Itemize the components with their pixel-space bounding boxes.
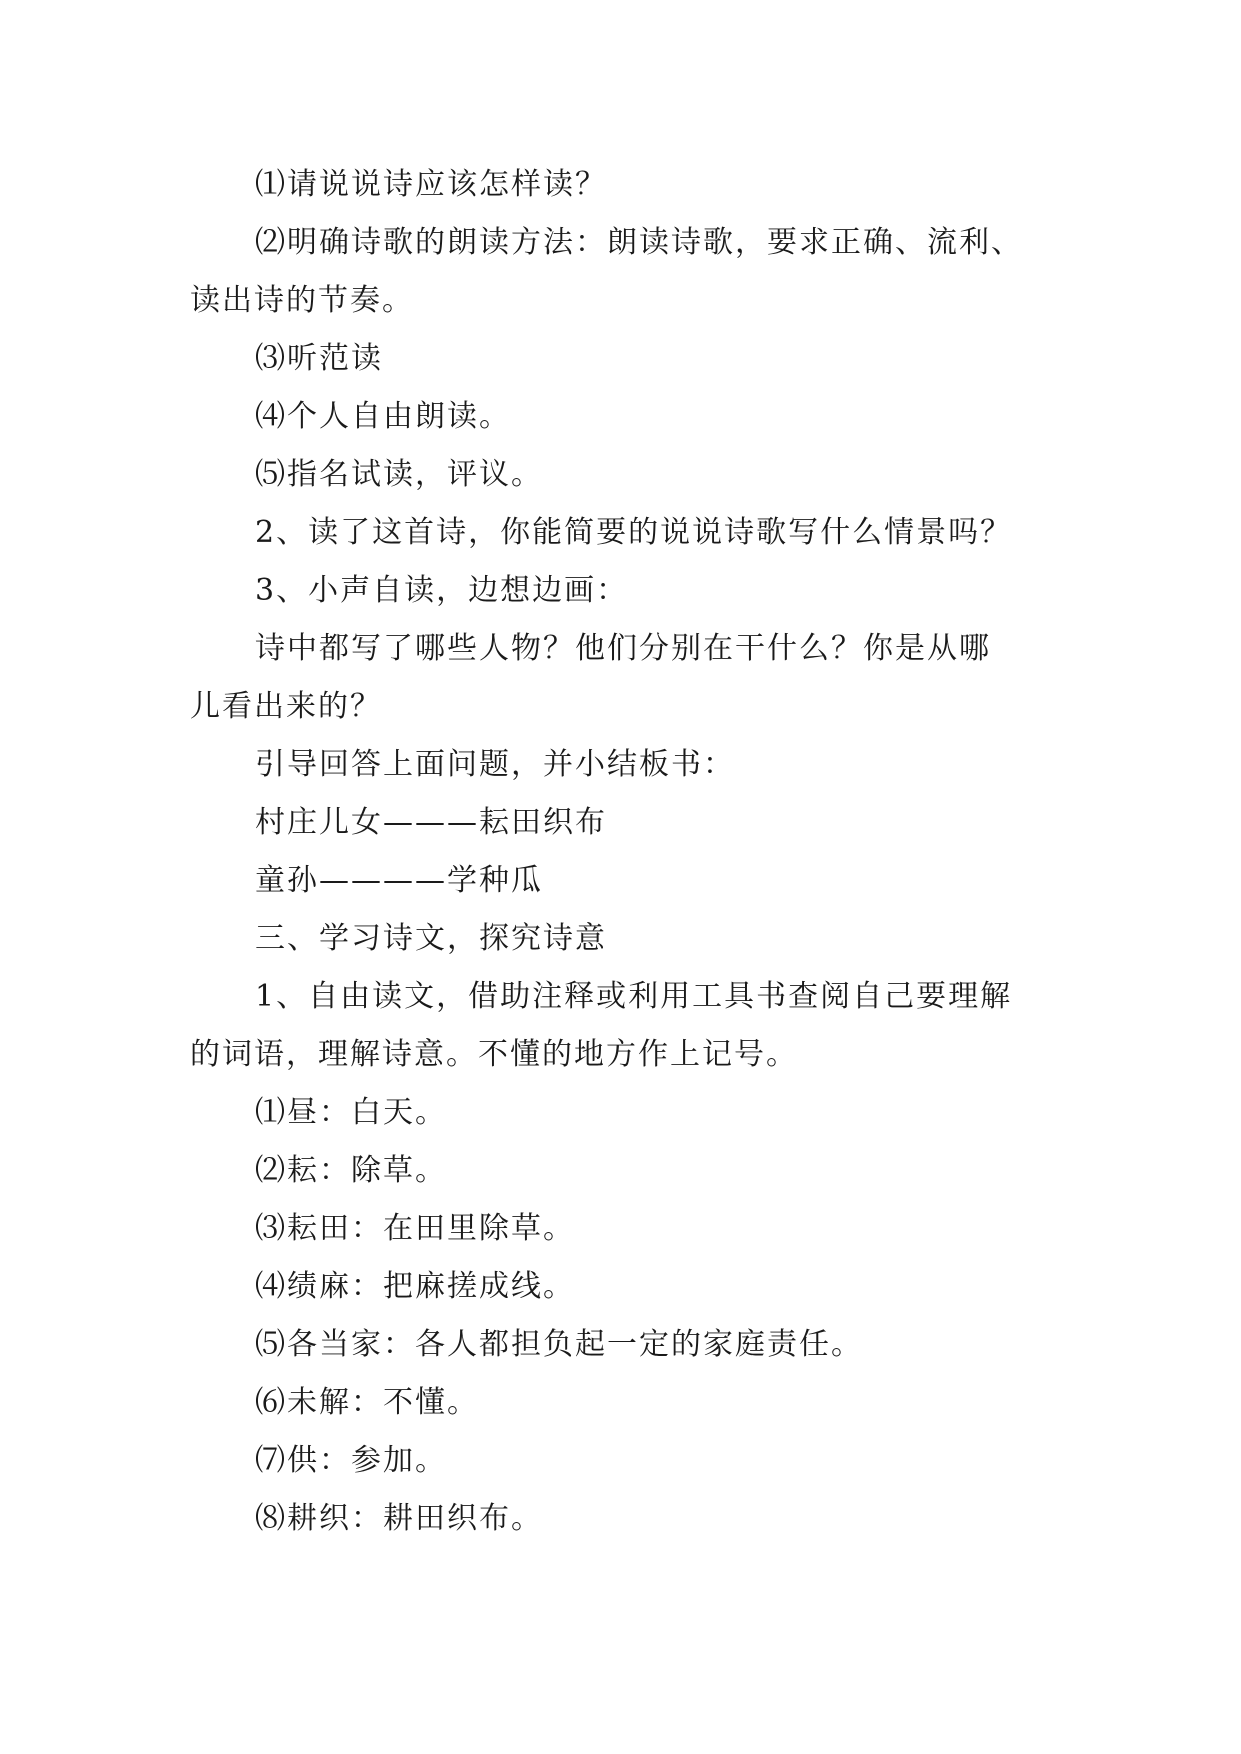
text-line: ⑺供：参加。 [255,1443,447,1478]
text-line: 村庄儿女———耘田织布 [255,805,607,840]
text-line: ⑵明确诗歌的朗读方法：朗读诗歌，要求正确、流利、 [255,225,1023,260]
text-line: 诗中都写了哪些人物？他们分别在干什么？你是从哪 [255,631,991,666]
text-line: ⑷个人自由朗读。 [255,399,511,434]
text-line: 引导回答上面问题，并小结板书： [255,747,735,782]
text-line: ⑻耕织：耕田织布。 [255,1501,543,1536]
text-line: ⑸各当家：各人都担负起一定的家庭责任。 [255,1327,863,1362]
text-line: 2、读了这首诗，你能简要的说说诗歌写什么情景吗？ [255,515,1013,550]
text-line: 童孙————学种瓜 [255,863,543,898]
text-line: 1、自由读文，借助注释或利用工具书查阅自己要理解 [255,979,1013,1014]
text-line: ⑶听范读 [255,341,383,376]
text-line: 读出诗的节奏。 [190,283,414,318]
text-line: ⑴请说说诗应该怎样读？ [255,167,607,202]
text-line: ⑹未解：不懂。 [255,1385,479,1420]
text-line: ⑶耘田：在田里除草。 [255,1211,575,1246]
text-line: ⑵耘：除草。 [255,1153,447,1188]
text-line: ⑷绩麻：把麻搓成线。 [255,1269,575,1304]
text-line: 的词语，理解诗意。不懂的地方作上记号。 [190,1037,798,1072]
text-line: 3、小声自读，边想边画： [255,573,629,608]
text-line: ⑴昼：白天。 [255,1095,447,1130]
text-line: 儿看出来的？ [190,689,382,724]
section-heading: 三、学习诗文，探究诗意 [255,921,607,956]
text-line: ⑸指名试读，评议。 [255,457,543,492]
